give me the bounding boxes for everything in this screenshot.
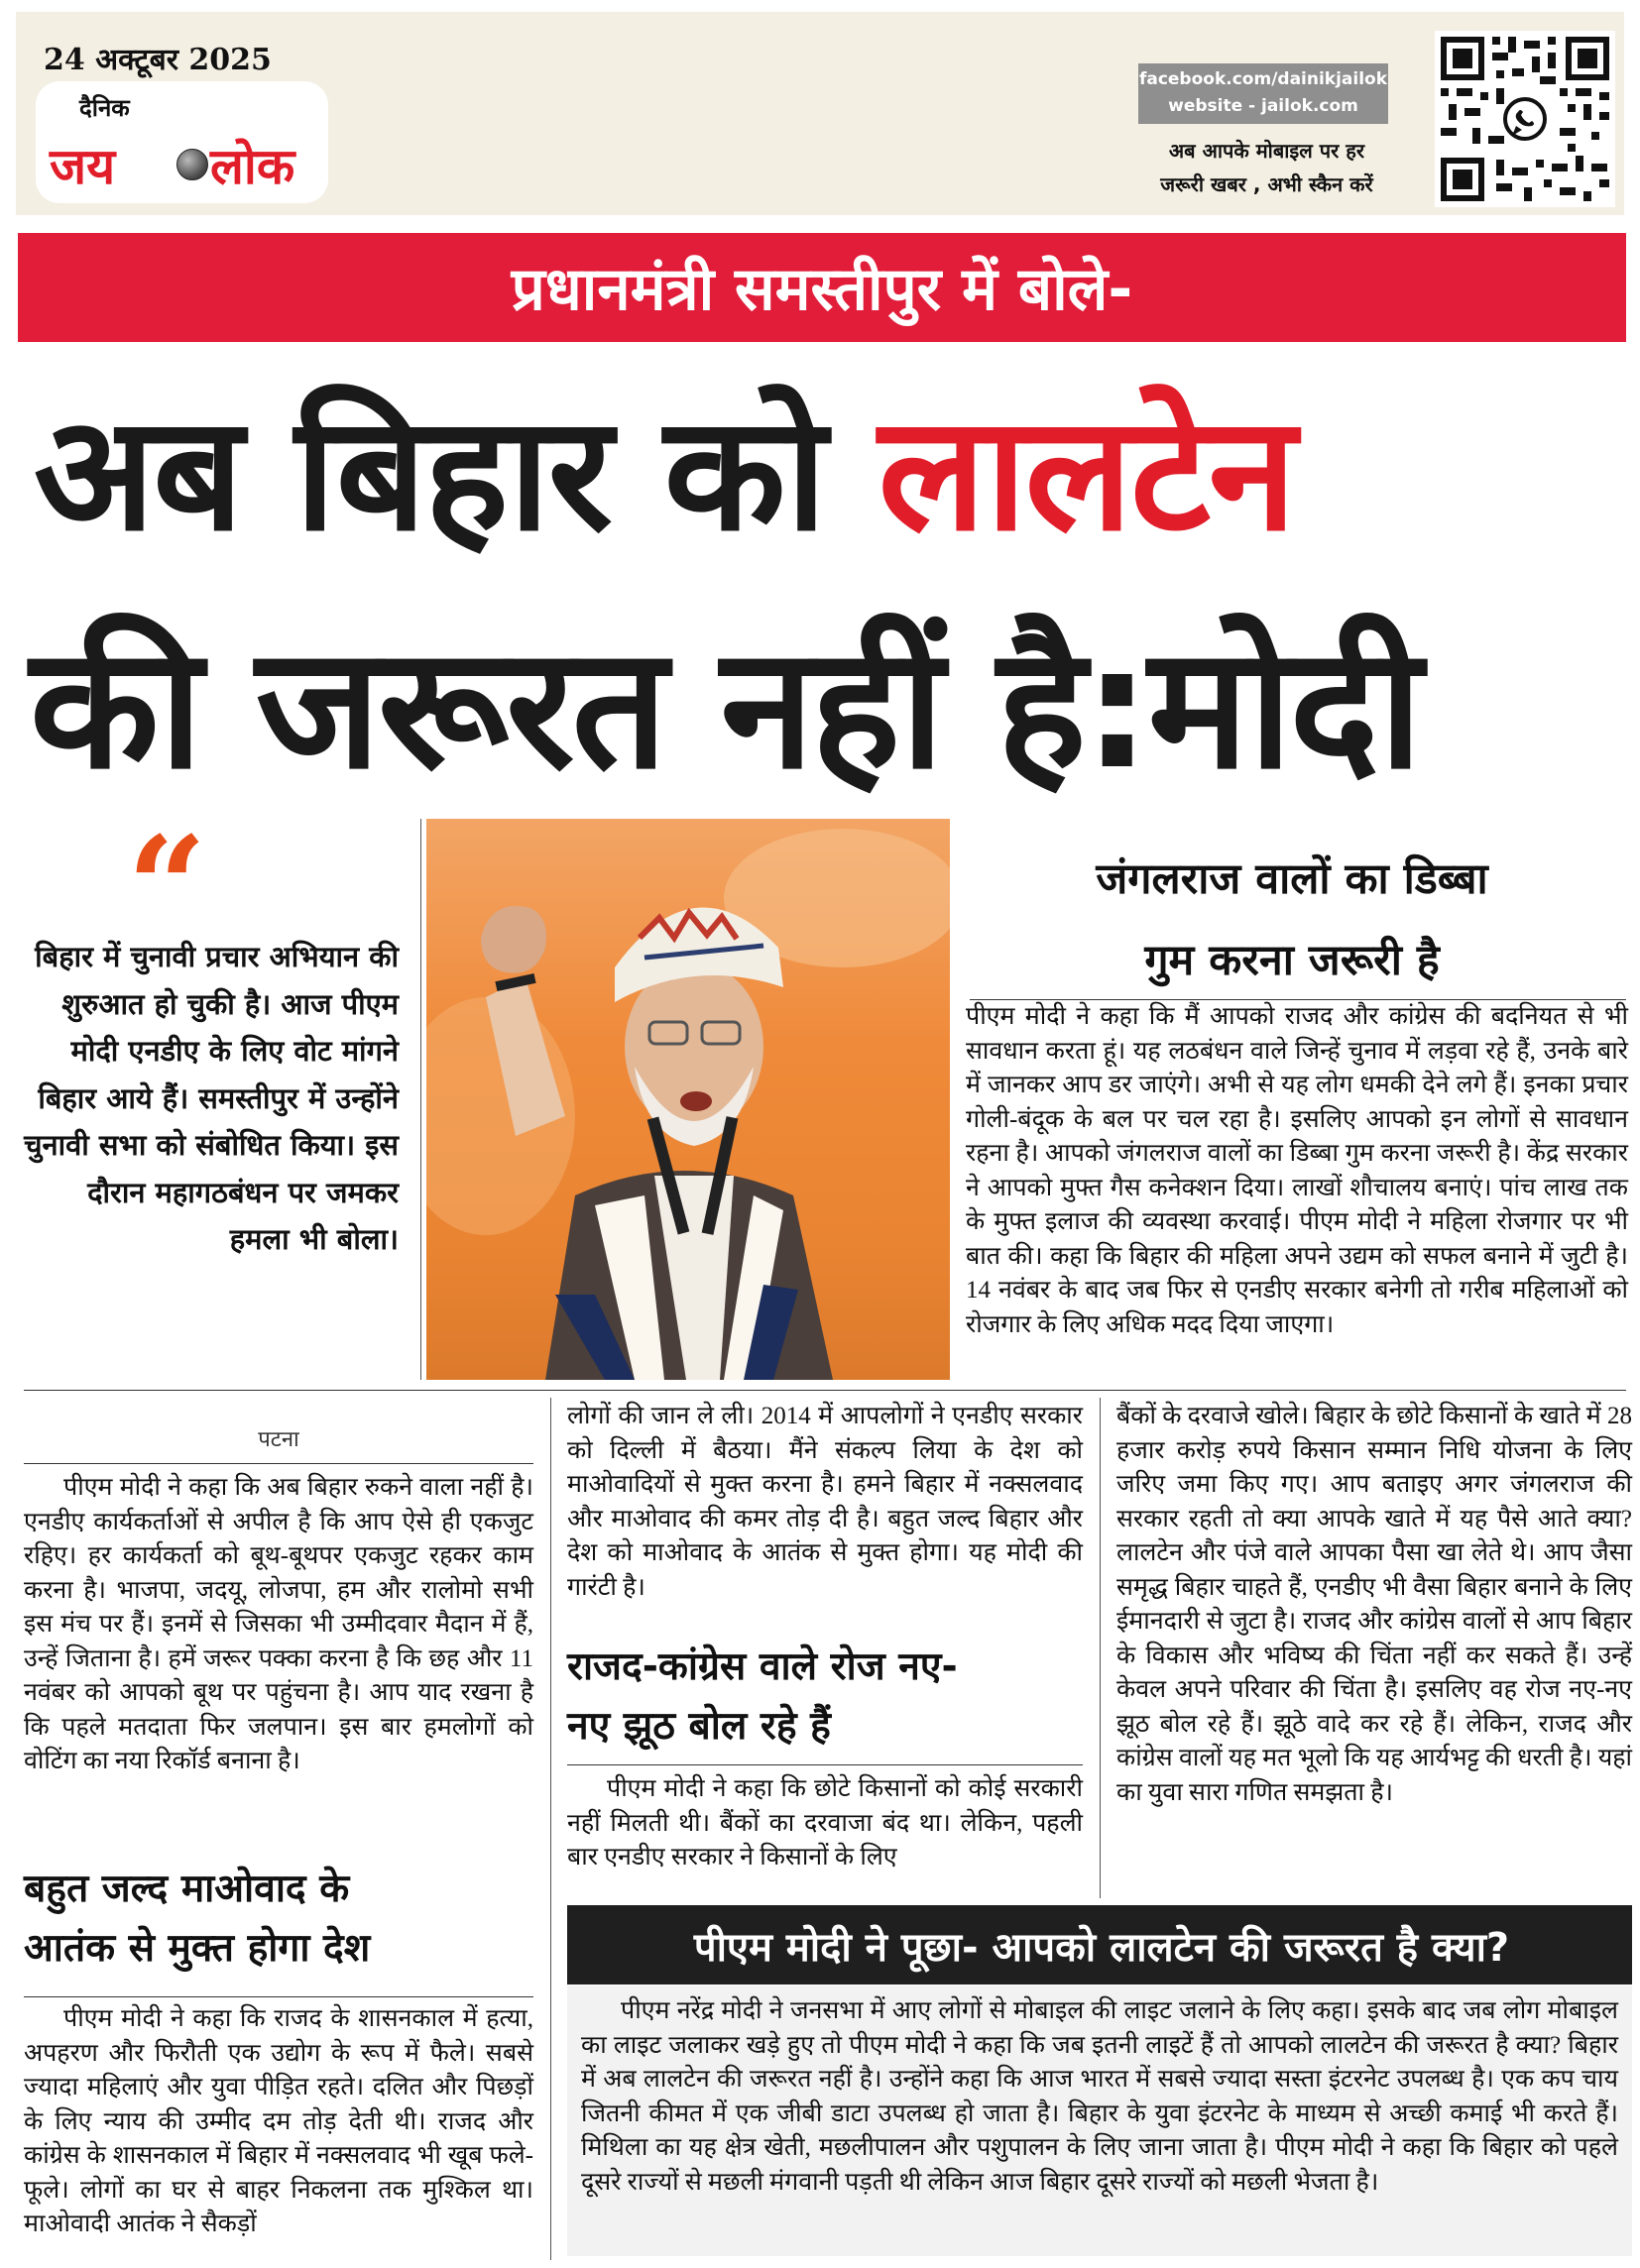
kicker-text: प्रधानमंत्री समस्तीपुर में बोले- — [511, 255, 1133, 324]
globe-icon — [176, 149, 208, 180]
logo-text-jai: जय — [50, 137, 116, 195]
issue-date: 24 अक्टूबर 2025 — [44, 43, 272, 77]
qr-code-icon[interactable] — [1435, 31, 1615, 207]
headline-line1-text: अब बिहार को — [34, 381, 879, 566]
col1-body2: पीएम मोदी ने कहा कि राजद के शासनकाल में हत्या, अपहरण और फिरौती एक उद्योग के रूप में फैले। सबसे ज्यादा महिलाएं और युवा पीड़ित रहते। दलित और पिछड़ों के लिए न्याय की उम्मीद दम तोड़ देती थी। राजद और कांग्रेस के शासनकाल में बिहार में नक्सलवाद भी खूब फले-फूले। लोगों का घर से बाहर निकलना तक मुश्किल था। माओवादी आतंक ने सैकड़ों — [24, 2005, 533, 2237]
dateline: पटना — [258, 1426, 299, 1451]
col1-body: पीएम मोदी ने कहा कि अब बिहार रुकने वाला नहीं है। एनडीए कार्यकर्ताओं से अपील है कि आप ऐसे ही एकजुट रहिए। हर कार्यकर्ता को बूथ-बूथपर एकजुट रहकर काम करना है। भाजपा, जदयू, लोजपा, हम और रालोमो सभी इस मंच पर हैं। इनमें से जिसका भी उम्मीदवार मैदान में हैं, उन्हें जिताना है। हमें जरूर पक्का करना है कि छह और 11 नवंबर को आपको बूथ पर पहुंचना है। आप याद रखना है कि पहले मतदाता फिर जलपान। इस बार हमलोगों को वोटिंग का नया रिकॉर्ड बनाना है। — [24, 1474, 533, 1774]
section1-body: पीएम मोदी ने कहा कि मैं आपको राजद और कांग्रेस की बदनियत से भी सावधान करता हूं। यह लठबंधन वाले जिन्हें चुनाव में लड़वा रहे हैं, उनके बारे में जानकर आप डर जाएंगे। अभी से यह लोग धमकी देने लगे हैं। इनका प्रचार गोली-बंदूक के बल पर चल रहा है। इसलिए आपको इन लोगों से सावधान रहना है। आपको जंगलराज वालों का डिब्बा गुम करना जरूरी है। केंद्र सरकार ने आपको मुफ्त गैस कनेक्शन दिया। लाखों शौचालय बनाएं। पांच लाख तक के मुफ्त इलाज की व्यवस्था करवाई। पीएम मोदी ने महिला रोजगार पर भी बात की। कहा कि बिहार की महिला अपने उद्यम को सफल बनाने में जुटी है। 14 नवंबर के बाद जब फिर से एनडीए सरकार बनेगी तो गरीब महिलाओं को रोजगार के लिए अधिक मदद दिया जाएगा। — [966, 1003, 1628, 1338]
logo-small-text: दैनिक — [79, 94, 130, 122]
facebook-link[interactable]: facebook.com/dainikjailok — [1138, 69, 1388, 89]
headline-line2: की जरूरत नहीं है:मोदी — [30, 611, 1420, 807]
section1-title-line2: गुम करना जरूरी है — [1144, 936, 1440, 985]
column-divider-2 — [1100, 1398, 1101, 1898]
headline-line1 — [34, 381, 1295, 566]
col2-subhead — [567, 1638, 1083, 1757]
col1-subhead-line2: आतंक से मुक्त होगा देश — [24, 1926, 371, 1971]
photo-pm-speaking — [426, 819, 950, 1380]
scan-promo-line1: अब आपके मोबाइल पर हर — [1168, 139, 1365, 163]
col3-body: बैंकों के दरवाजे खोले। बिहार के छोटे किसानों के खाते में 28 हजार करोड़ रुपये किसान सम्मान निधि योजना के लिए जरिए जमा किए गए। आप बताइए अगर जंगलराज की सरकार रहती तो क्या आपके खाते में यह पैसे आते क्या? लालटेन और पंजे वाले आपका पैसा खा लेते थे। आप जैसा समृद्ध बिहार चाहते हैं, एनडीए भी वैसा बिहार बनाने के लिए ईमानदारी से जुटा है। राजद और कांग्रेस वालों से आप बिहार के विकास और भविष्य की चिंता नहीं कर सकते हैं। उन्हें केवल अपने परिवार की चिंता है। इसलिए वह रोज नए-नए झूठ बोल रहे हैं। झूठे वादे कर रहे हैं। लेकिन, राजद और कांग्रेस वालों यह मत भूलो कि यह आर्यभट्ट की धरती है। यहां का युवा सारा गणित समझता है। — [1116, 1403, 1632, 1806]
section1-title — [960, 839, 1624, 1001]
col2-body2: पीएम मोदी ने कहा कि छोटे किसानों को कोई सरकारी नहीं मिलती थी। बैंकों का दरवाजा बंद था। लेकिन, पहली बार एनडीए सरकार ने किसानों के लिए — [567, 1775, 1083, 1871]
boxed-title: पीएम मोदी ने पूछा- आपको लालटेन की जरूरत है क्या? — [693, 1925, 1510, 1971]
col2-subhead-line2: नए झूठ बोल रहे हैं — [567, 1704, 831, 1749]
col2-subhead-line1: राजद-कांग्रेस वाले रोज नए- — [567, 1644, 958, 1689]
col1-subhead-line1: बहुत जल्द माओवाद के — [24, 1867, 350, 1911]
quote-icon: “ — [127, 807, 207, 969]
column-divider-1 — [550, 1398, 551, 2260]
headline-highlight: लालटेन — [878, 381, 1295, 566]
scan-promo-line2: जरूरी खबर , अभी स्कैन करें — [1160, 172, 1373, 196]
col2-subhead-rule — [567, 1764, 1083, 1765]
social-links-box — [1138, 63, 1388, 124]
col2-body: लोगों की जान ले ली। 2014 में आपलोगों ने एनडीए सरकार को दिल्ली में बैठया। मैंने संकल्प लिया के देश को माओवादियों से मुक्त करना है। हमने बिहार में नक्सलवाद और माओवाद की कमर तोड़ दी है। बहुत जल्द बिहार और देश को माओवाद के आतंक से मुक्त होगा। यह मोदी की गारंटी है। — [567, 1403, 1083, 1601]
website-link[interactable]: website - jailok.com — [1168, 96, 1358, 116]
pullquote-divider — [420, 819, 421, 1380]
logo-text-lok: लोक — [210, 137, 295, 195]
section-divider — [24, 1390, 1626, 1391]
col1-subhead — [24, 1860, 533, 1979]
dateline-rule — [24, 1463, 533, 1464]
col1-subhead-rule — [24, 1996, 533, 1997]
section1-title-line1: जंगलराज वालों का डिब्बा — [1096, 854, 1488, 904]
boxed-body: पीएम नरेंद्र मोदी ने जनसभा में आए लोगों से मोबाइल की लाइट जलाने के लिए कहा। इसके बाद जब लोग मोबाइल का लाइट जलाकर खड़े हुए तो पीएम मोदी ने कहा कि जब इतनी लाइटें हैं तो आपको लालटेन की जरूरत है क्या? बिहार में अब लालटेन की जरूरत नहीं है। उन्होंने कहा कि आज भारत में सबसे ज्यादा सस्ता इंटरनेट उपलब्ध है। एक कप चाय जितनी कीमत में एक जीबी डाटा उपलब्ध हो जाता है। बिहार के युवा इंटरनेट के माध्यम से अच्छी कमाई भी करते हैं। मिथिला का यह क्षेत्र खेती, मछलीपालन और पशुपालन के लिए जाना जाता है। पीएम मोदी ने कहा कि बिहार को पहले दूसरे राज्यों से मछली मंगवानी पड़ती थी लेकिन आज बिहार दूसरे राज्यों को मछली भेजता है। — [581, 1997, 1618, 2196]
pullquote: बिहार में चुनावी प्रचार अभियान की शुरुआत हो चुकी है। आज पीएम मोदी एनडीए के लिए वोट मांगने बिहार आये हैं। समस्तीपुर में उन्होंने चुनावी सभा को संबोधित किया। इस दौरान महागठबंधन पर जमकर हमला भी बोला। — [24, 940, 399, 1256]
